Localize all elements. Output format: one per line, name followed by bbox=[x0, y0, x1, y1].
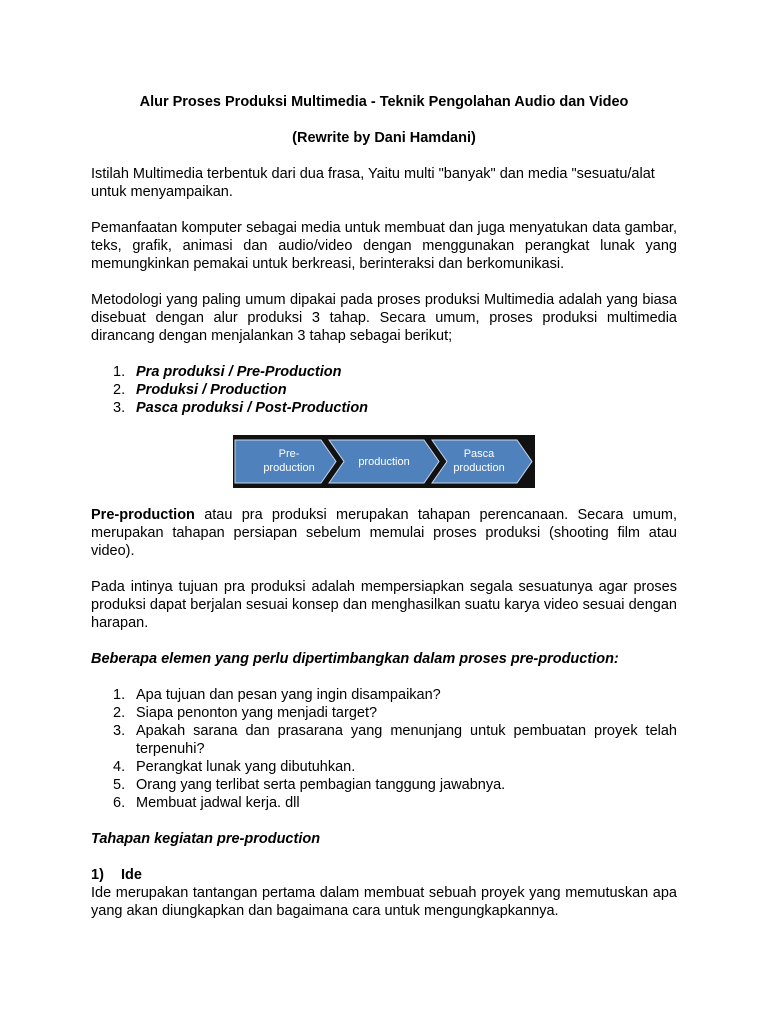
elements-heading: Beberapa elemen yang perlu dipertimbangkan dalam proses pre-production: bbox=[91, 651, 619, 667]
page-title: Alur Proses Produksi Multimedia - Teknik Pengolahan Audio dan Video bbox=[139, 94, 629, 110]
list-item bbox=[91, 704, 677, 722]
list-item-text: Membuat jadwal kerja. dll bbox=[136, 795, 300, 811]
list-item bbox=[91, 686, 677, 704]
paragraph-ide: Ide merupakan tantangan pertama dalam membuat sebuah proyek yang memutuskan apa yang akan diungkapkan dan bagaimana cara untuk mengungkapkannya. bbox=[91, 885, 677, 919]
list-item-text: Orang yang terlibat serta pembagian tanggung jawabnya. bbox=[136, 777, 506, 793]
list-item bbox=[91, 722, 677, 758]
section-heading-ide bbox=[91, 866, 677, 884]
stage-label: Produksi / Production bbox=[136, 382, 287, 398]
list-number: 3. bbox=[113, 723, 126, 739]
elements-list bbox=[91, 686, 677, 812]
list-number: 4. bbox=[113, 759, 126, 775]
list-item bbox=[91, 794, 677, 812]
list-item bbox=[91, 758, 677, 776]
list-number: 2. bbox=[113, 382, 126, 398]
list-item-text: Apa tujuan dan pesan yang ingin disampaikan? bbox=[136, 687, 441, 703]
list-item bbox=[91, 381, 677, 399]
post-production-label-line2: production bbox=[453, 462, 505, 474]
page-subtitle: (Rewrite by Dani Hamdani) bbox=[292, 130, 476, 146]
list-number: 2. bbox=[113, 705, 126, 721]
post-production-label-line1: Pasca bbox=[463, 448, 495, 460]
stage-label: Pra produksi / Pre-Production bbox=[136, 364, 342, 380]
activities-heading: Tahapan kegiatan pre-production bbox=[91, 831, 321, 847]
stage-label: Pasca produksi / Post-Production bbox=[136, 400, 369, 416]
production-label: production bbox=[358, 456, 410, 468]
production-flow-diagram bbox=[233, 435, 535, 488]
document-body bbox=[91, 93, 677, 920]
pre-production-label-line2: production bbox=[263, 462, 315, 474]
list-item bbox=[91, 363, 677, 381]
list-number: 6. bbox=[113, 795, 126, 811]
list-number: 3. bbox=[113, 400, 126, 416]
list-item-text: Apakah sarana dan prasarana yang menunjang untuk pembuatan proyek telah terpenuhi? bbox=[136, 723, 677, 757]
list-number: 1. bbox=[113, 687, 126, 703]
list-item bbox=[91, 776, 677, 794]
production-flow-svg bbox=[233, 435, 535, 488]
list-item bbox=[91, 399, 677, 417]
section-title: Ide bbox=[121, 867, 142, 883]
pre-production-label-line1: Pre- bbox=[278, 448, 300, 460]
list-number: 5. bbox=[113, 777, 126, 793]
list-number: 1. bbox=[113, 364, 126, 380]
list-item-text: Siapa penonton yang menjadi target? bbox=[136, 705, 378, 721]
paragraph-methodology: Metodologi yang paling umum dipakai pada proses produksi Multimedia adalah yang biasa disebuat dengan alur produksi 3 tahap. Secara umum, proses produksi multimedia dirancang dengan menjalankan 3 tahap sebagai berikut; bbox=[91, 292, 677, 344]
paragraph-multimedia-definition: Istilah Multimedia terbentuk dari dua frasa, Yaitu multi "banyak" dan media "sesuatu/alat untuk menyampaikan. bbox=[91, 166, 655, 200]
section-number: 1) bbox=[91, 867, 104, 883]
paragraph-preproduction-purpose: Pada intinya tujuan pra produksi adalah mempersiapkan segala sesuatunya agar proses produksi dapat berjalan sesuai konsep dan menghasilkan suatu karya video sesuai dengan harapan. bbox=[91, 579, 677, 631]
preproduction-term: Pre-production bbox=[91, 507, 195, 523]
list-item-text: Perangkat lunak yang dibutuhkan. bbox=[136, 759, 356, 775]
paragraph-preproduction-definition bbox=[91, 506, 677, 560]
stages-list bbox=[91, 363, 677, 417]
preproduction-definition: atau pra produksi merupakan tahapan perencanaan. Secara umum, merupakan tahapan persiapan sebelum memulai proses produksi (shooting film atau video). bbox=[91, 507, 677, 559]
paragraph-computer-usage: Pemanfaatan komputer sebagai media untuk membuat dan juga menyatukan data gambar, teks, grafik, animasi dan audio/video dengan menggunakan perangkat lunak yang memungkinkan pemakai untuk berkreasi, berinteraksi dan berkomunikasi. bbox=[91, 220, 677, 272]
